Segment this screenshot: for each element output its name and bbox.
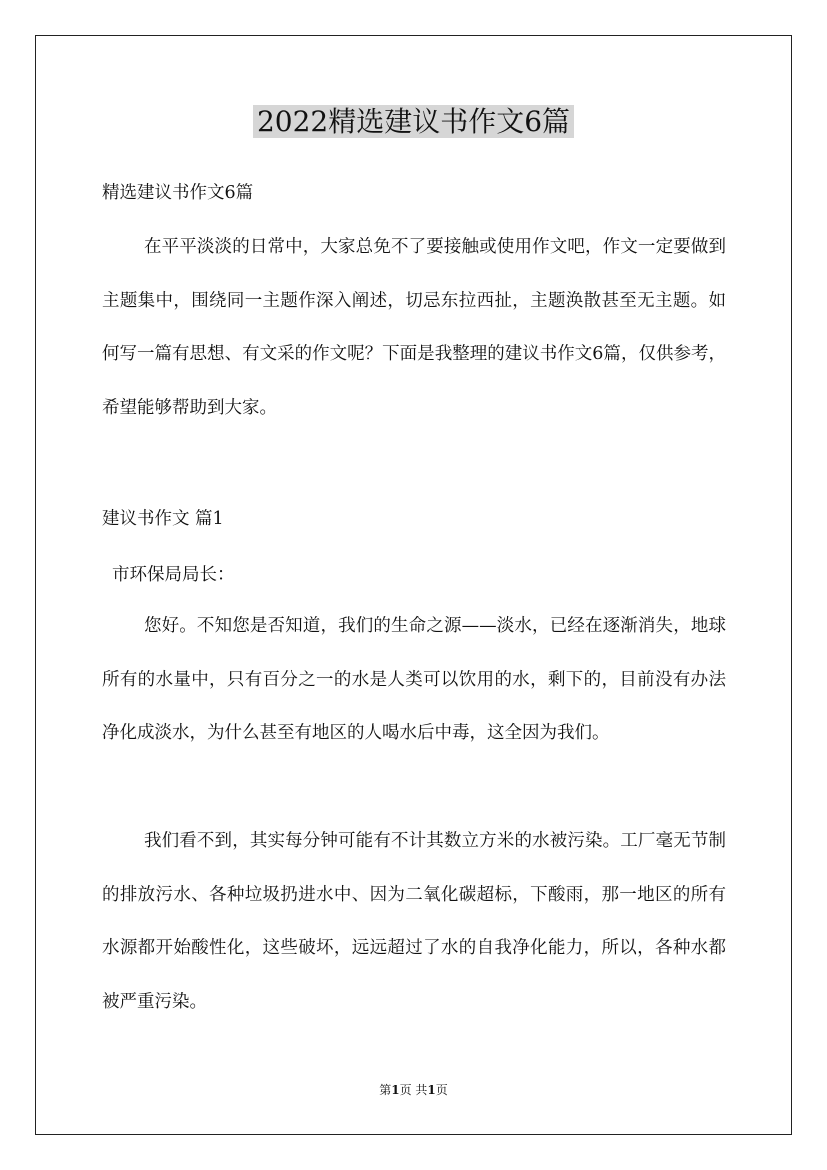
footer-page-prefix: 第 bbox=[379, 1083, 392, 1097]
footer-page-mid: 页 共 bbox=[399, 1083, 428, 1097]
page-footer bbox=[0, 1082, 827, 1098]
footer-page-current: 1 bbox=[391, 1083, 400, 1097]
body-paragraph-2: 我们看不到，其实每分钟可能有不计其数立方米的水被污染。工厂毫无节制的排放污水、各种垃圾扔进水中、因为二氧化碳超标，下酸雨，那一地区的所有水源都开始酸性化，这些破坏，远远超过了水的自我净化能力，所以，各种水都被严重污染。 bbox=[102, 831, 726, 1012]
letter-salutation: 市环保局局长： bbox=[112, 565, 235, 585]
document-title-text: 2022精选建议书作文6篇 bbox=[253, 105, 574, 138]
footer-page-suffix: 页 bbox=[435, 1083, 448, 1097]
section-heading: 建议书作文 篇1 bbox=[102, 509, 224, 529]
document-title bbox=[0, 100, 827, 144]
intro-paragraph: 在平平淡淡的日常中，大家总免不了要接触或使用作文吧，作文一定要做到主题集中，围绕同一主题作深入阐述，切忌东拉西扯，主题涣散甚至无主题。如何写一篇有思想、有文采的作文呢？下面是我整理的建议书作文6篇，仅供参考，希望能够帮助到大家。 bbox=[102, 237, 726, 418]
body-paragraph-1: 您好。不知您是否知道，我们的生命之源——淡水，已经在逐渐消失，地球所有的水量中，只有百分之一的水是人类可以饮用的水，剩下的，目前没有办法净化成淡水，为什么甚至有地区的人喝水后中毒，这全因为我们。 bbox=[102, 616, 726, 743]
footer-page-total: 1 bbox=[427, 1083, 436, 1097]
document-subtitle: 精选建议书作文6篇 bbox=[102, 183, 254, 203]
